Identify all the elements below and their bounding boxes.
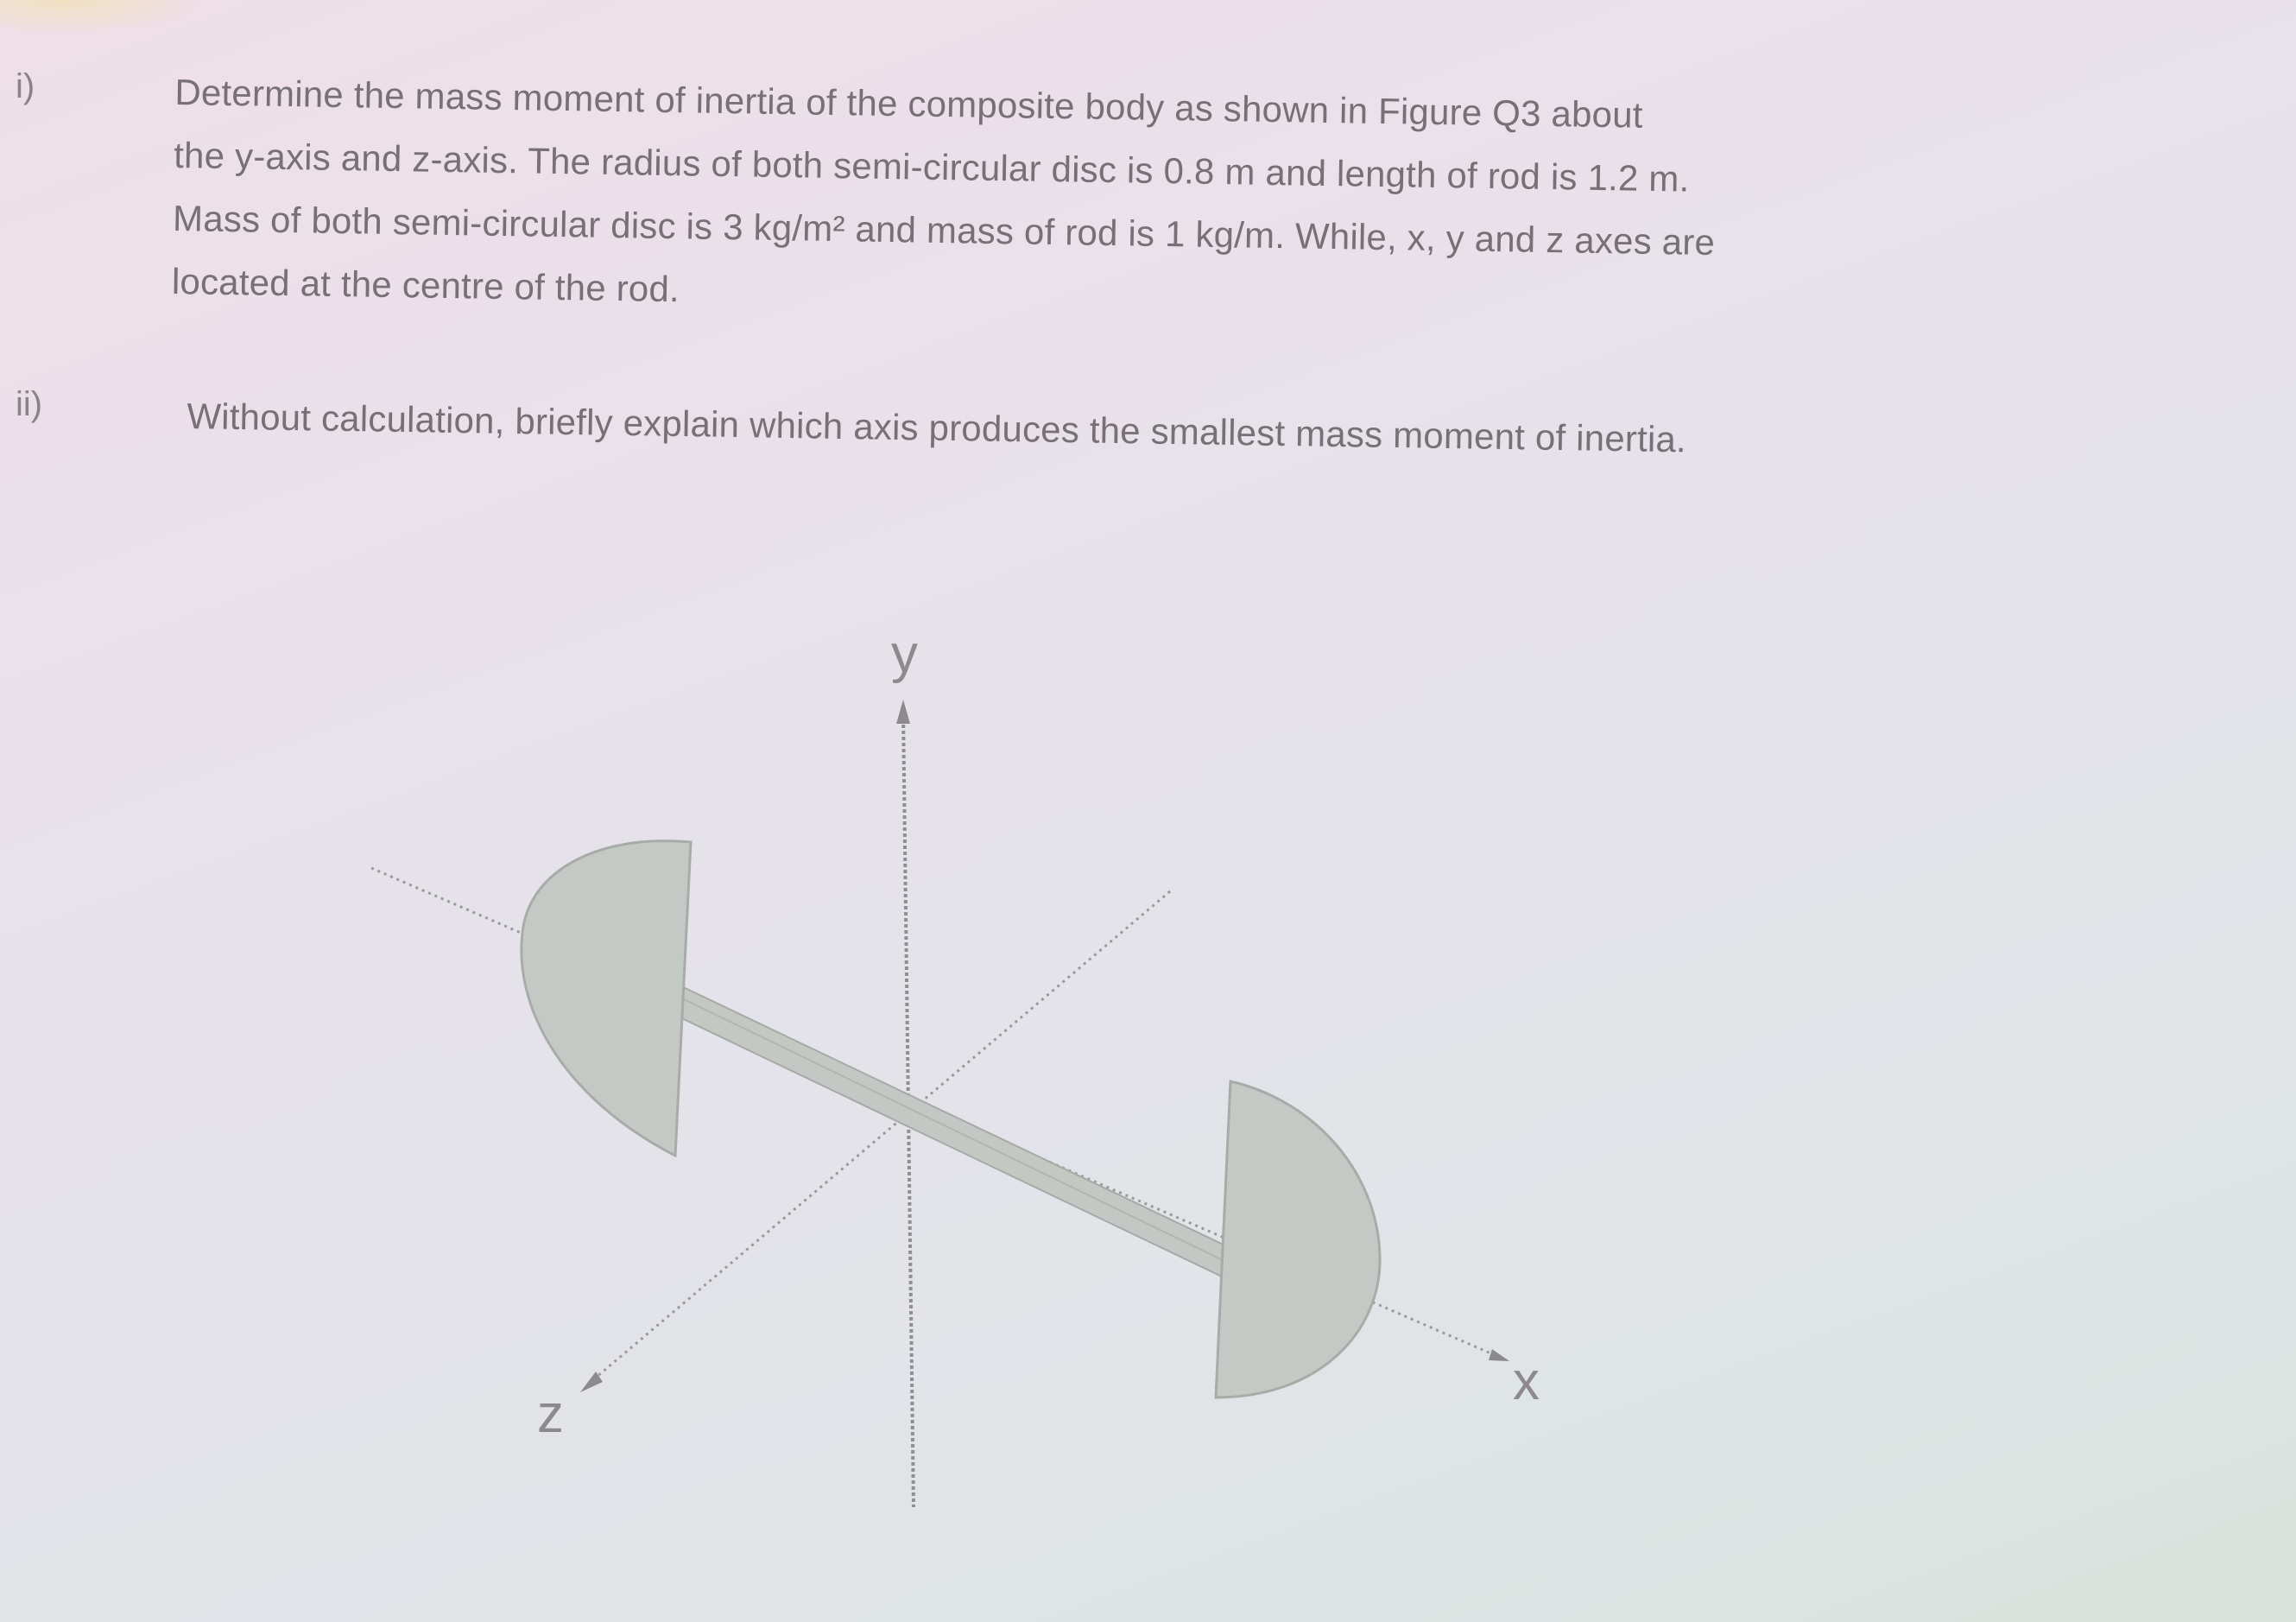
x-axis-label: x: [1513, 1352, 1540, 1411]
question-number-ii: ii): [16, 385, 43, 423]
y-axis-label: y: [891, 624, 918, 684]
question-ii-line-1: Without calculation, briefly explain which axis produces the smallest mass moment of inertia.: [187, 395, 1687, 460]
right-semicircular-disc: [1216, 1081, 1380, 1397]
rod: [669, 985, 1230, 1277]
question-i-line-1: Determine the mass moment of inertia of the composite body as shown in Figure Q3 about: [174, 71, 1643, 136]
question-number-i: i): [16, 67, 35, 105]
question-i-line-2: the y-axis and z-axis. The radius of both semi-circular disc is 0.8 m and length of rod is 1.2 m.: [173, 134, 1690, 200]
question-i-line-4: located at the centre of the rod.: [171, 260, 680, 310]
z-axis-label: z: [537, 1384, 564, 1444]
question-i-line-3: Mass of both semi-circular disc is 3 kg/m² and mass of rod is 1 kg/m. While, x, y and z axes are: [172, 197, 1716, 263]
left-semicircular-disc: [522, 841, 691, 1156]
